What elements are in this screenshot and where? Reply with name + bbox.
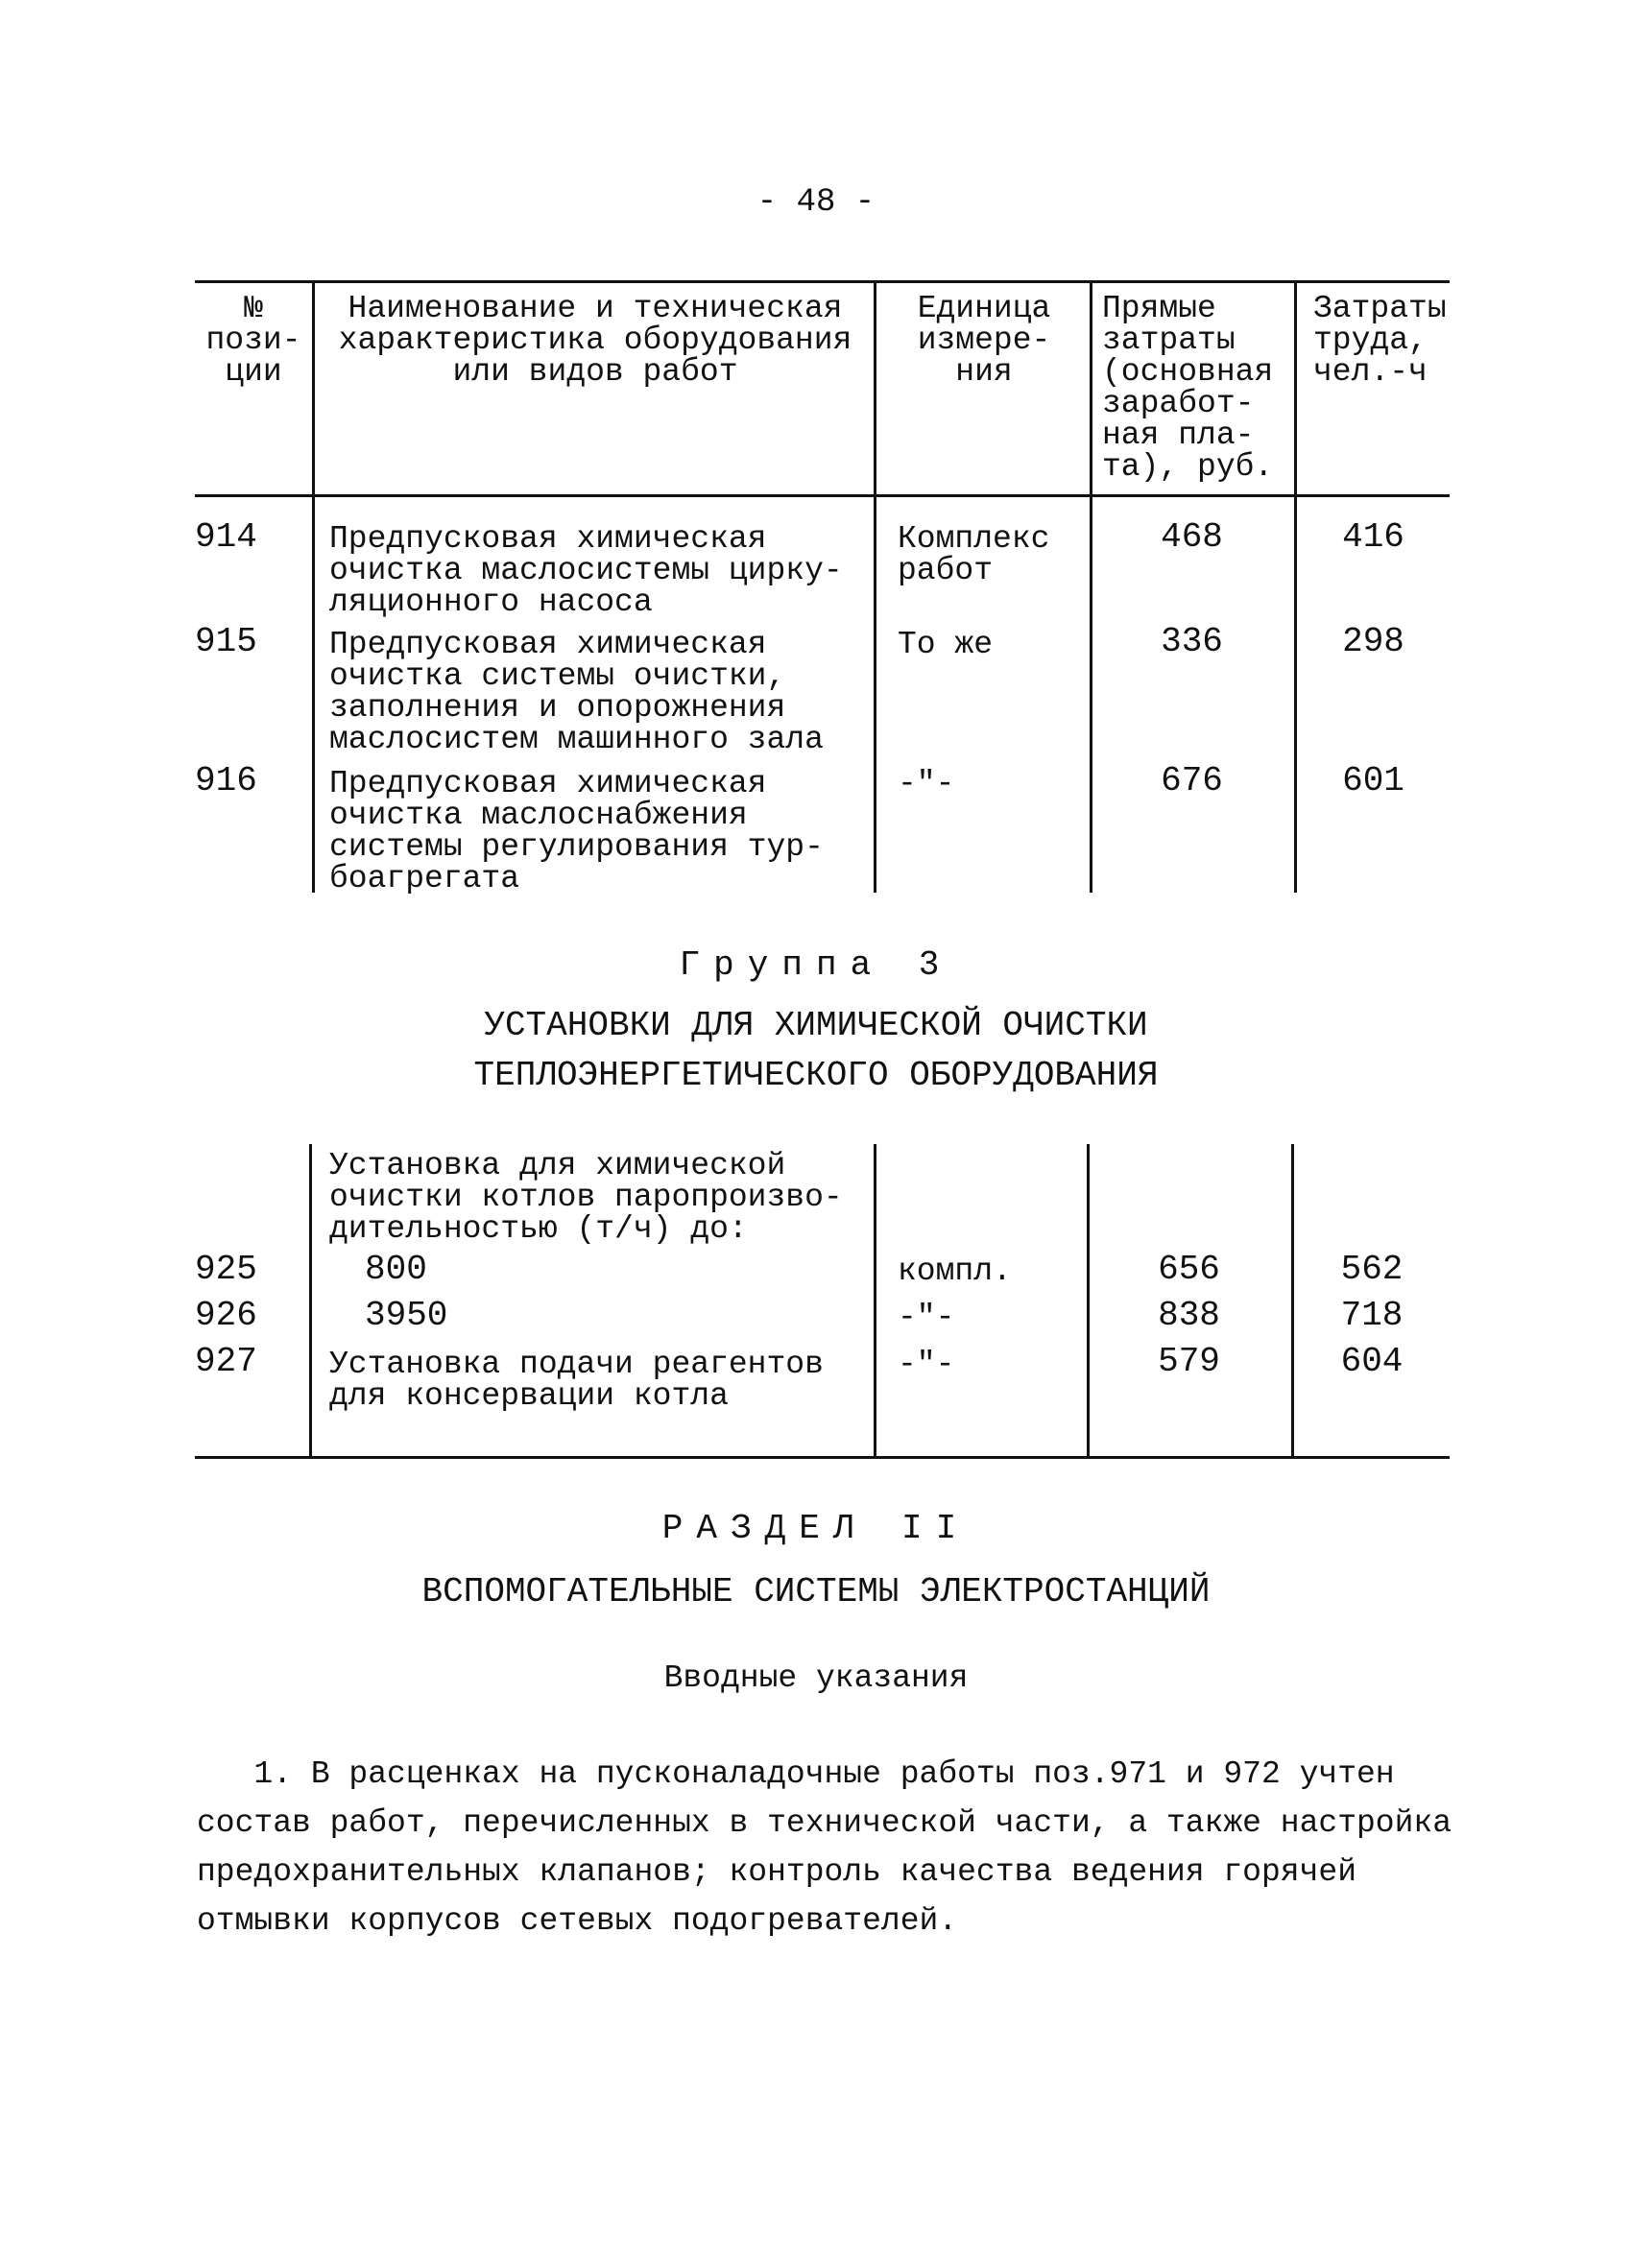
row-labor: 298 [1342,622,1404,661]
row-name: 800 [365,1250,427,1289]
row-position: 925 [195,1250,257,1289]
table-bottom-rule [195,1456,1450,1459]
section-label: РАЗДЕЛ II [661,1509,971,1548]
group-title-line1: УСТАНОВКИ ДЛЯ ХИМИЧЕСКОЙ ОЧИСТКИ [484,1006,1148,1045]
row-name: Предпусковая химическая очистка маслоснабжения системы регулирования тур- боагрегата [329,766,824,896]
row-direct-costs: 838 [1158,1296,1220,1335]
row-unit: -"- [898,766,955,801]
table2-col-divider [309,1144,312,1456]
row-name: Предпусковая химическая очистка системы очистки, заполнения и опорожнения маслосистем машинного зала [329,627,824,757]
row-position: 926 [195,1296,257,1335]
page-number: - 48 - [756,184,876,221]
row-name: 3950 [365,1296,448,1335]
row-labor: 562 [1340,1250,1404,1289]
table-header-rule [195,494,1450,497]
header-position: № пози- ции [205,291,301,390]
row-unit: -"- [898,1347,955,1382]
row-position: 914 [195,517,257,557]
table1-col-divider [874,280,876,893]
row-labor: 718 [1340,1296,1404,1335]
row-direct-costs: 336 [1161,622,1223,661]
row-direct-costs: 468 [1161,517,1223,557]
section-title: ВСПОМОГАТЕЛЬНЫЕ СИСТЕМЫ ЭЛЕКТРОСТАНЦИЙ [421,1572,1211,1611]
table1-col-divider [1294,280,1297,893]
table1-col-divider [312,280,315,893]
row-unit: -"- [898,1300,955,1335]
row-direct-costs: 656 [1158,1250,1220,1289]
row-labor: 416 [1342,517,1404,557]
header-direct-costs: Прямые затраты (основная заработ- ная пла- та), руб. [1102,291,1274,485]
header-name: Наименование и техническая характеристика оборудования или видов работ [338,291,852,390]
row-name: Установка подачи реагентов для консервации котла [329,1347,824,1414]
group-title-line2: ТЕПЛОЭНЕРГЕТИЧЕСКОГО ОБОРУДОВАНИЯ [473,1056,1159,1095]
row-position: 927 [195,1342,257,1381]
row-position: 915 [195,622,257,661]
row-labor: 601 [1342,761,1404,800]
header-labor: Затраты труда, чел.-ч [1313,291,1447,390]
table2-intro: Установка для химической очистки котлов паропроизво- дительностью (т/ч) до: [329,1148,843,1247]
group-label: Группа 3 [679,945,953,985]
table1-col-divider [1090,280,1092,893]
header-unit: Единица измере- ния [917,291,1051,390]
intro-heading: Вводные указания [663,1660,969,1696]
row-position: 916 [195,761,257,800]
row-direct-costs: 579 [1158,1342,1220,1381]
table-top-rule [195,280,1450,283]
intro-paragraph: 1. В расценках на пусконаладочные работы поз.971 и 972 учтен состав работ, перечисленных в технической части, а также настройка предохранительных клапанов; контроль качества ведения горячей отмывки корпусов сетевых подогревателей. [197,1756,1452,1939]
row-unit: То же [898,627,994,662]
row-labor: 604 [1340,1342,1404,1381]
row-name: Предпусковая химическая очистка маслосистемы цирку- ляционного насоса [329,521,843,620]
row-unit: компл. [898,1253,1012,1289]
row-unit: Комплекс работ [898,521,1050,588]
table2-col-divider [874,1144,876,1456]
row-direct-costs: 676 [1161,761,1223,800]
